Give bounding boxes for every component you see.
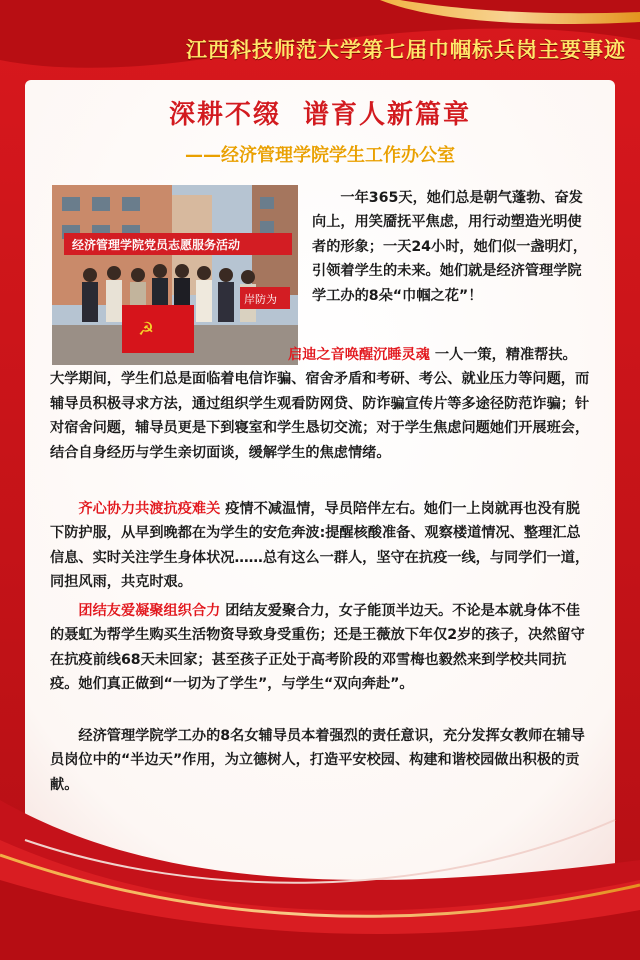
closing-paragraph: 经济管理学院学工办的8名女辅导员本着强烈的责任意识，充分发挥女教师在辅导员岗位中的“半边天”作用，为立德树人，打造平安校园、构建和谐校园做出积极的贡献。 [50, 728, 585, 793]
section-unity-body: 团结友爱聚合力，女子能顶半边天。不论是本就身体不佳的聂虹为帮学生购买生活物资导致身受重伤；还是王薇放下年仅2岁的孩子，决然留守在抗疫前线68天未回家；甚至孩子正处于高考阶段的邓雪梅也毅然来到学校共同抗疫。她们真正做到“一切为了学生”，与学生“双向奔赴”。 [50, 603, 585, 693]
photo-banner-text: 经济管理学院党员志愿服务活动 [72, 238, 241, 252]
page-subtitle: ——经济管理学院学生工作办公室 [185, 145, 455, 166]
banner-title: 江西科技师范大学第七届巾帼标兵岗主要事迹 [186, 38, 626, 62]
party-emblem-icon: ☭ [138, 319, 155, 340]
section-epidemic-paragraph [50, 497, 590, 595]
photo-sign-text: 岸防为 [244, 293, 277, 306]
section-guidance-paragraph [50, 343, 590, 465]
section-epidemic-body: 疫情不减温情，导员陪伴左右。她们一上岗就再也没有脱下防护服，从早到晚都在为学生的安危奔波:提醒核酸准备、观察楼道情况、整理汇总信息、实时关注学生身体状况……总有这么一群人，坚守在抗疫一线，与同学们一道，同担风雨，共克时艰。 [50, 501, 590, 591]
volunteer-activity-photo [52, 185, 298, 365]
section-unity-heading: 团结友爱凝聚组织合力 [78, 603, 221, 619]
section-guidance-body: 一人一策，精准帮扶。大学期间，学生们总是面临着电信诈骗、宿舍矛盾和考研、考公、就业压力等问题，而辅导员积极寻求方法，通过组织学生观看防网贷、防诈骗宣传片等多途径防范诈骗；针对宿舍问题，辅导员更是下到寝室和学生恳切交流；对于学生焦虑问题她们开展班会，结合自身经历与学生亲切面谈，缓解学生的焦虑情绪。 [50, 347, 590, 461]
section-epidemic-heading: 齐心协力共渡抗疫难关 [78, 501, 221, 517]
section-guidance-heading: 启迪之音唤醒沉睡灵魂 [288, 347, 430, 363]
page-title: 深耕不缀 谱育人新篇章 [168, 100, 472, 130]
intro-paragraph: 一年365天，她们总是朝气蓬勃、奋发向上，用笑靥抚平焦虑，用行动塑造光明使者的形象；一天24小时，她们似一盏明灯，引领着学生的未来。她们就是经济管理学院学工办的8朵“巾帼之花”！ [312, 190, 588, 304]
section-unity-paragraph [50, 599, 590, 697]
